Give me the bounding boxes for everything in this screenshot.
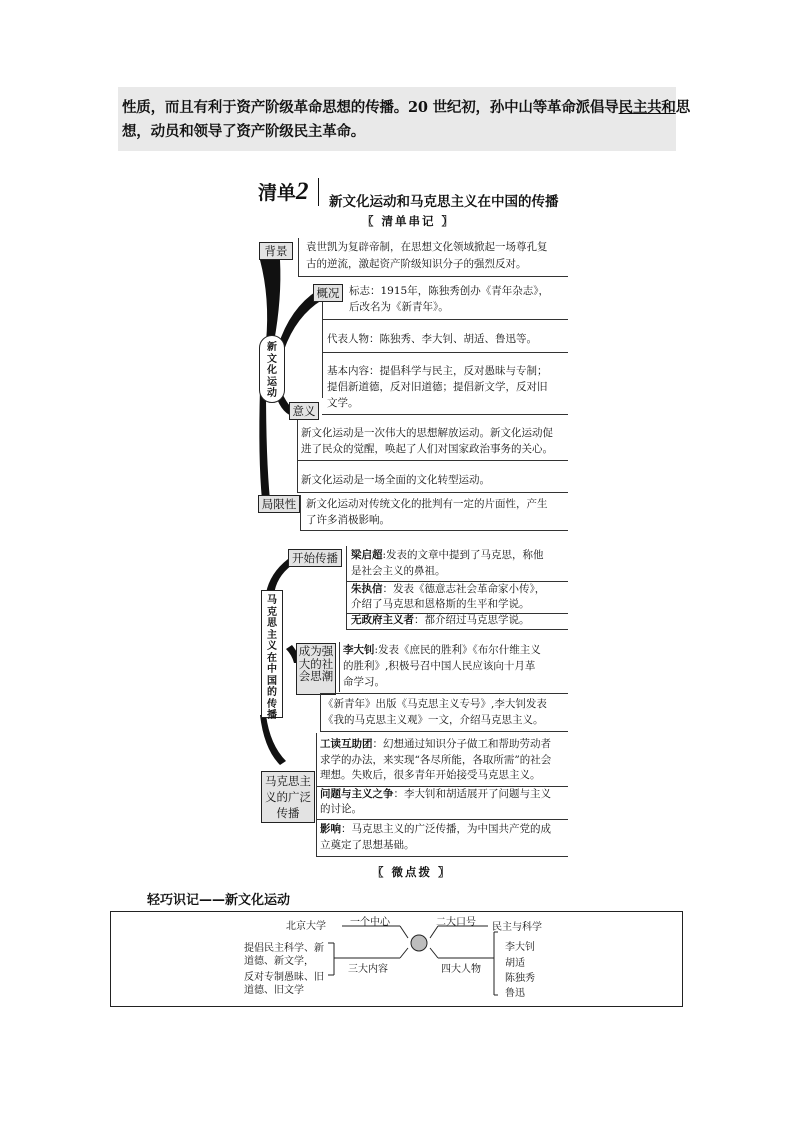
tag-background: 背景 — [259, 242, 293, 260]
tag-overview: 概况 — [313, 284, 343, 302]
overview-representatives: 代表人物：陈独秀、李大钊、胡适、鲁迅等。 — [327, 333, 537, 345]
underline — [322, 414, 568, 415]
tag-strong-trend: 成为强大的社会思潮 — [296, 643, 336, 695]
underline — [322, 352, 568, 353]
mnemonic-diagram — [110, 911, 683, 1007]
section-divider — [318, 178, 319, 206]
impact-line-2: 立奠定了思想基础。 — [320, 839, 415, 851]
bracket — [316, 733, 317, 856]
mnemonic-content-line-3: 反对专制愚昧、旧 — [244, 972, 324, 983]
mnemonic-beida: 北京大学 — [286, 921, 326, 932]
mnemonic-people-label: 四大人物 — [441, 964, 481, 975]
intro-text: 性质，而且有利于资产阶级革命思想的传播。20 世纪初，孙中山等革命派倡导 — [122, 99, 619, 116]
underline — [316, 819, 568, 820]
tag-meaning: 意义 — [289, 402, 319, 420]
tag-limitation: 局限性 — [258, 495, 300, 513]
underline — [297, 492, 568, 493]
debate-line-2: 的讨论。 — [320, 803, 362, 815]
overview-content-line-1: 基本内容：提倡科学与民主，反对愚昧与专制； — [327, 365, 548, 377]
tag-wide-spread: 马克思主义的广泛传播 — [261, 771, 315, 823]
zhu-line-2: 介绍了马克思和恩格斯的生平和学说。 — [351, 598, 530, 610]
section-header — [258, 178, 309, 206]
limitation-line-2: 了许多消极影响。 — [306, 514, 390, 526]
bracket — [297, 420, 298, 492]
li-line-3: 命学习。 — [343, 676, 385, 688]
map1-center-node: 新文化运动 — [259, 335, 285, 403]
branch-limit — [259, 388, 270, 500]
debate-line-1: 问题与主义之争：李大钊和胡适展开了问题与主义 — [320, 788, 551, 800]
underline — [300, 530, 568, 531]
work-line-3: 理想。失败后，很多青年开始接受马克思主义。 — [320, 769, 541, 781]
bracket — [346, 546, 347, 629]
bracket — [320, 693, 321, 731]
mnemonic-content-line-2: 道德、新文学， — [244, 956, 314, 967]
overview-sign-line-2: 后改名为《新青年》。 — [349, 301, 449, 313]
bracket — [298, 238, 299, 276]
mnemonic-content-label: 三大内容 — [348, 964, 388, 975]
overview-sign-line-1: 标志：1915年，陈独秀创办《青年杂志》， — [349, 285, 549, 297]
mnemonic-center-label: 一个中心 — [350, 917, 390, 928]
underline — [346, 629, 568, 630]
background-line-1: 袁世凯为复辟帝制，在思想文化领域掀起一场尊孔复 — [306, 241, 548, 253]
underline — [316, 856, 568, 857]
underline — [297, 460, 568, 461]
section-number: 2 — [296, 178, 309, 205]
limitation-line-1: 新文化运动对传统文化的批判有一定的片面性，产生 — [306, 498, 548, 510]
work-line-1: 工读互助团：幻想通过知识分子做工和帮助劳动者 — [320, 738, 551, 750]
intro-box — [118, 87, 691, 151]
xinqingnian-line-1: 《新青年》出版《马克思主义专号》,李大钊发表 — [323, 698, 547, 710]
li-line-1: 李大钊:发表《庶民的胜利》《布尔什维主义 — [343, 644, 541, 656]
banner-notes: 〖 清单串记 〗 — [362, 214, 456, 228]
mnemonic-person: 李大钊 — [505, 942, 535, 953]
background-line-2: 古的逆流，激起资产阶级知识分子的强烈反对。 — [306, 258, 527, 270]
intro-text: 思 — [675, 99, 691, 116]
intro-underlined-text: 民主共和 — [618, 99, 676, 116]
impact-line-1: 影响：马克思主义的广泛传播，为中国共产党的成 — [320, 823, 551, 835]
zhu-line-1: 朱执信：发表《德意志社会革命家小传》， — [351, 583, 546, 595]
branch-background — [260, 260, 280, 342]
map2-center-node: 马克思主义在中国的传播 — [261, 590, 283, 718]
liang-line-2: 是社会主义的鼻祖。 — [351, 565, 446, 577]
xinqingnian-line-2: 《我的马克思主义观》一文，介绍马克思主义。 — [323, 714, 544, 726]
bracket — [322, 302, 323, 398]
bracket — [339, 642, 340, 692]
li-line-2: 的胜利》,积极号召中国人民应该向十月革 — [343, 660, 536, 672]
overview-content-line-2: 提倡新道德，反对旧道德；提倡新文学，反对旧 — [327, 381, 548, 393]
mnemonic-slogans: 民主与科学 — [492, 922, 542, 933]
mnemonic-person: 陈独秀 — [505, 973, 535, 984]
intro-line-2: 想，动员和领导了资产阶级民主革命。 — [122, 123, 366, 140]
tag-start-spreading: 开始传播 — [288, 549, 342, 567]
mnemonic-slogans-label: 二大口号 — [436, 917, 476, 928]
branch-wide — [260, 715, 286, 765]
bracket — [300, 495, 301, 530]
mnemonic-heading: 轻巧识记——新文化运动 — [147, 893, 291, 908]
mnemonic-content-line-1: 提倡民主科学、新 — [244, 943, 324, 954]
meaning-1-line-1: 新文化运动是一次伟大的思想解放运动。新文化运动促 — [301, 427, 553, 439]
liang-line-1: 梁启超:发表的文章中提到了马克思，称他 — [351, 549, 544, 561]
underline — [298, 276, 568, 277]
meaning-2: 新文化运动是一场全面的文化转型运动。 — [301, 474, 490, 486]
anarchist-line: 无政府主义者：都介绍过马克思学说。 — [351, 614, 530, 626]
work-line-2: 求学的办法，来实现“各尽所能，各取所需”的社会 — [320, 754, 552, 766]
section-label: 清单 — [258, 182, 297, 204]
mnemonic-person: 鲁迅 — [505, 988, 525, 999]
center-circle — [411, 935, 427, 951]
underline — [320, 693, 568, 694]
mnemonic-content-line-4: 道德、旧文学 — [244, 985, 304, 996]
meaning-1-line-2: 进了民众的觉醒，唤起了人们对国家政治事务的关心。 — [301, 443, 553, 455]
banner-tips: 〖 微点拨 〗 — [372, 865, 452, 879]
underline — [320, 731, 568, 732]
underline — [322, 319, 568, 320]
section-title: 新文化运动和马克思主义在中国的传播 — [329, 194, 559, 210]
intro-line-1 — [122, 99, 690, 117]
overview-content-line-3: 文学。 — [327, 397, 359, 409]
mnemonic-person: 胡适 — [505, 958, 525, 969]
